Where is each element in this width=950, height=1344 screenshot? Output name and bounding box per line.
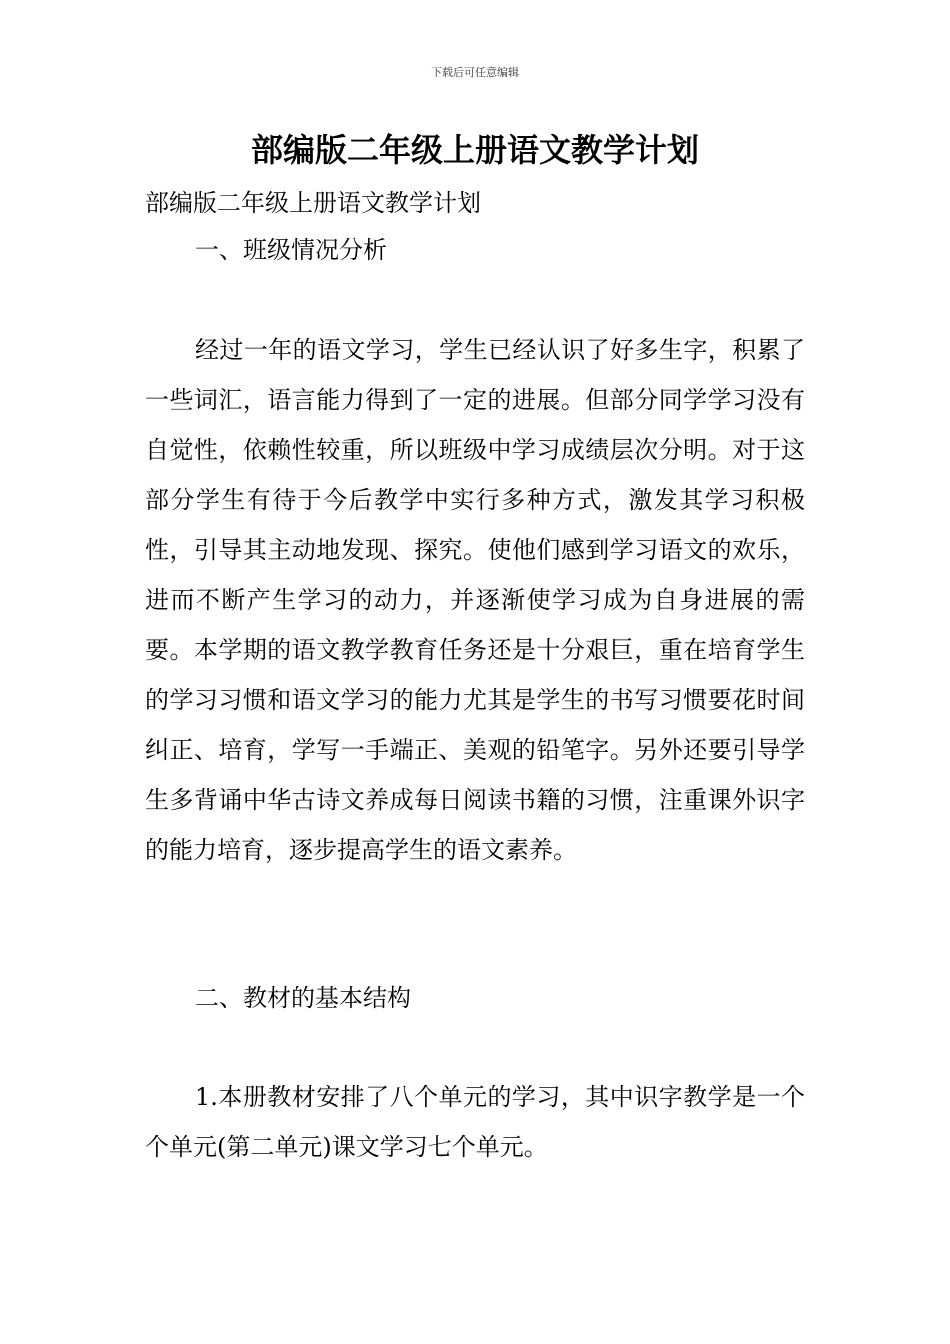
section-heading-class-analysis: 一、班级情况分析 xyxy=(195,236,387,264)
page-header-note: 下载后可任意编辑 xyxy=(431,66,519,79)
document-subtitle: 部编版二年级上册语文教学计划 xyxy=(145,189,481,217)
section-heading-textbook-structure: 二、教材的基本结构 xyxy=(195,984,411,1012)
paragraph-class-analysis: 经过一年的语文学习，学生已经认识了好多生字，积累了一些词汇，语言能力得到了一定的进展。但部分同学学习没有自觉性，依赖性较重，所以班级中学习成绩层次分明。对于这部分学生有待于今后教学中实行多种方式，激发其学习积极性，引导其主动地发现、探究。使他们感到学习语文的欢乐，进而不断产生学习的动力，并逐渐使学习成为自身进展的需要。本学期的语文教学教育任务还是十分艰巨，重在培育学生的学习习惯和语文学习的能力尤其是学生的书写习惯要花时间纠正、培育，学写一手端正、美观的铅笔字。另外还要引导学生多背诵中华古诗文养成每日阅读书籍的习惯，注重课外识字的能力培育，逐步提高学生的语文素养。 xyxy=(145,336,805,864)
document-title: 部编版二年级上册语文教学计划 xyxy=(250,131,699,169)
paragraph-textbook-structure: 1.本册教材安排了八个单元的学习，其中识字教学是一个个单元(第二单元)课文学习七个单元。 xyxy=(145,1083,805,1161)
